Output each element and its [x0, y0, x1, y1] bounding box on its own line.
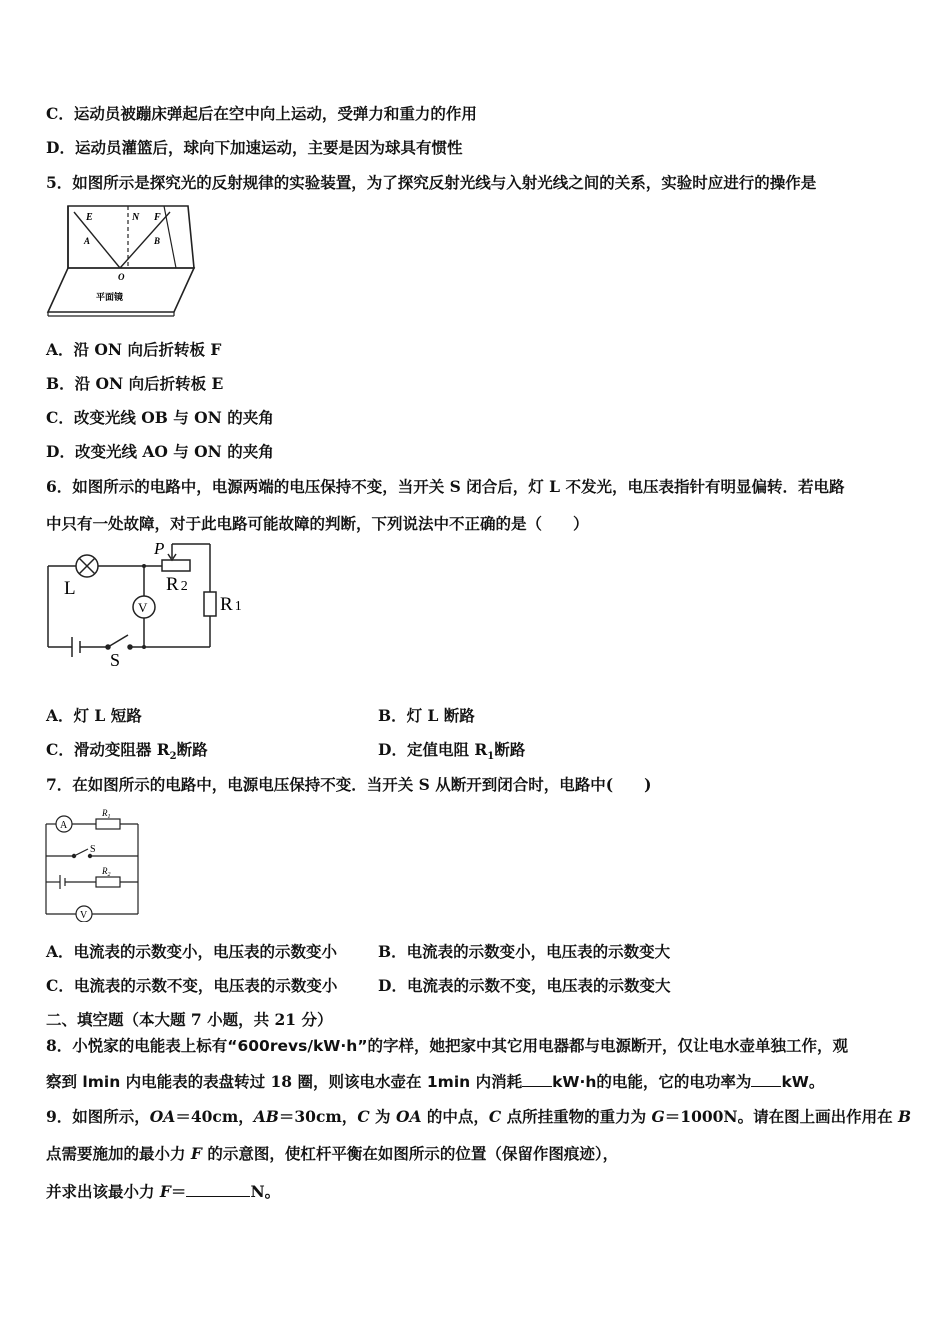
q5-stem: 5．如图所示是探究光的反射规律的实验装置，为了探究反射光线与入射光线之间的关系，实验时应进行的操作是 [46, 173, 817, 192]
q8-line1: 8．小悦家的电能表上标有“600revs/kW·h”的字样，她把家中其它用电器都与电源断开，仅让电水壶单独工作，观 [46, 1036, 849, 1055]
q7-option-d: D．电流表的示数不变，电压表的示数变大 [378, 976, 671, 995]
ammeter-symbol: A [60, 820, 68, 831]
section-heading-fill-in: 二、填空题（本大题 7 小题，共 21 分） [46, 1010, 333, 1029]
q9-line3: 并求出该最小力 F＝ N。 [46, 1182, 281, 1201]
q7-option-b: B．电流表的示数变小，电压表的示数变大 [378, 942, 671, 961]
reflection-apparatus-figure [46, 200, 196, 322]
label-a: A [84, 236, 91, 246]
label-lamp: L [64, 578, 76, 599]
q6-option-a: A．灯 L 短路 [46, 706, 142, 725]
q6-stem-line1: 6．如图所示的电路中，电源两端的电压保持不变，当开关 S 闭合后，灯 L 不发光，电压表指针有明显偏转．若电路 [46, 477, 845, 496]
q8-blank-energy[interactable] [522, 1072, 552, 1087]
q5-option-c: C．改变光线 OB 与 ON 的夹角 [46, 408, 274, 427]
label-e: E [86, 212, 93, 223]
q6-stem-line2: 中只有一处故障，对于此电路可能故障的判断，下列说法中不正确的是（ ） [46, 514, 589, 533]
q6-option-c: C．滑动变阻器 $R_2$断路 [46, 740, 208, 763]
q7-option-a: A．电流表的示数变小，电压表的示数变小 [46, 942, 338, 961]
q5-option-d: D．改变光线 AO 与 ON 的夹角 [46, 442, 274, 461]
circuit-figure-q7 [44, 804, 144, 922]
label-r1: R 1 [220, 594, 242, 615]
q5-option-a: A．沿 ON 向后折转板 F [46, 340, 222, 359]
label-o: O [118, 272, 125, 282]
q8-line2: 察到 lmin 内电能表的表盘转过 18 圈，则该电水壶在 1min 内消耗 kW·h的电能，它的电功率为 kW。 [46, 1072, 825, 1091]
circuit-figure-q6 [44, 540, 254, 670]
label-switch: S [110, 650, 121, 670]
q5-option-b: B．沿 ON 向后折转板 E [46, 374, 224, 393]
q9-blank-force[interactable] [186, 1182, 250, 1197]
label-f: F [154, 212, 161, 223]
label-r2-q7: $R_2$ [102, 866, 111, 878]
label-b: B [154, 236, 161, 246]
q4-option-d: D．运动员灌篮后，球向下加速运动，主要是因为球具有惯性 [46, 138, 463, 157]
voltmeter-symbol: V [138, 600, 148, 615]
q6-option-d: D．定值电阻 $R_1$断路 [378, 740, 526, 763]
voltmeter-symbol-q7: V [80, 910, 88, 921]
q9-line2: 点需要施加的最小力 F 的示意图，使杠杆平衡在如图所示的位置（保留作图痕迹）， [46, 1144, 619, 1163]
q7-option-c: C．电流表的示数不变，电压表的示数变小 [46, 976, 338, 995]
label-switch-q7: S [90, 844, 96, 855]
q6-option-b: B．灯 L 断路 [378, 706, 475, 725]
label-r1-q7: $R_1$ [102, 808, 111, 820]
label-mirror: 平面镜 [96, 292, 124, 302]
q9-line1: 9．如图所示，OA＝40cm，AB＝30cm，C 为 OA 的中点，C 点所挂重物的重力为 G＝1000N。请在图上画出作用在 B [46, 1107, 912, 1126]
label-slider-p: P [154, 540, 165, 558]
q7-stem: 7．在如图所示的电路中，电源电压保持不变．当开关 S 从断开到闭合时，电路中( ) [46, 775, 652, 794]
label-r2: R 2 [166, 574, 188, 595]
q8-blank-power[interactable] [751, 1072, 781, 1087]
q4-option-c: C．运动员被蹦床弹起后在空中向上运动，受弹力和重力的作用 [46, 104, 477, 123]
label-n: N [132, 212, 140, 223]
